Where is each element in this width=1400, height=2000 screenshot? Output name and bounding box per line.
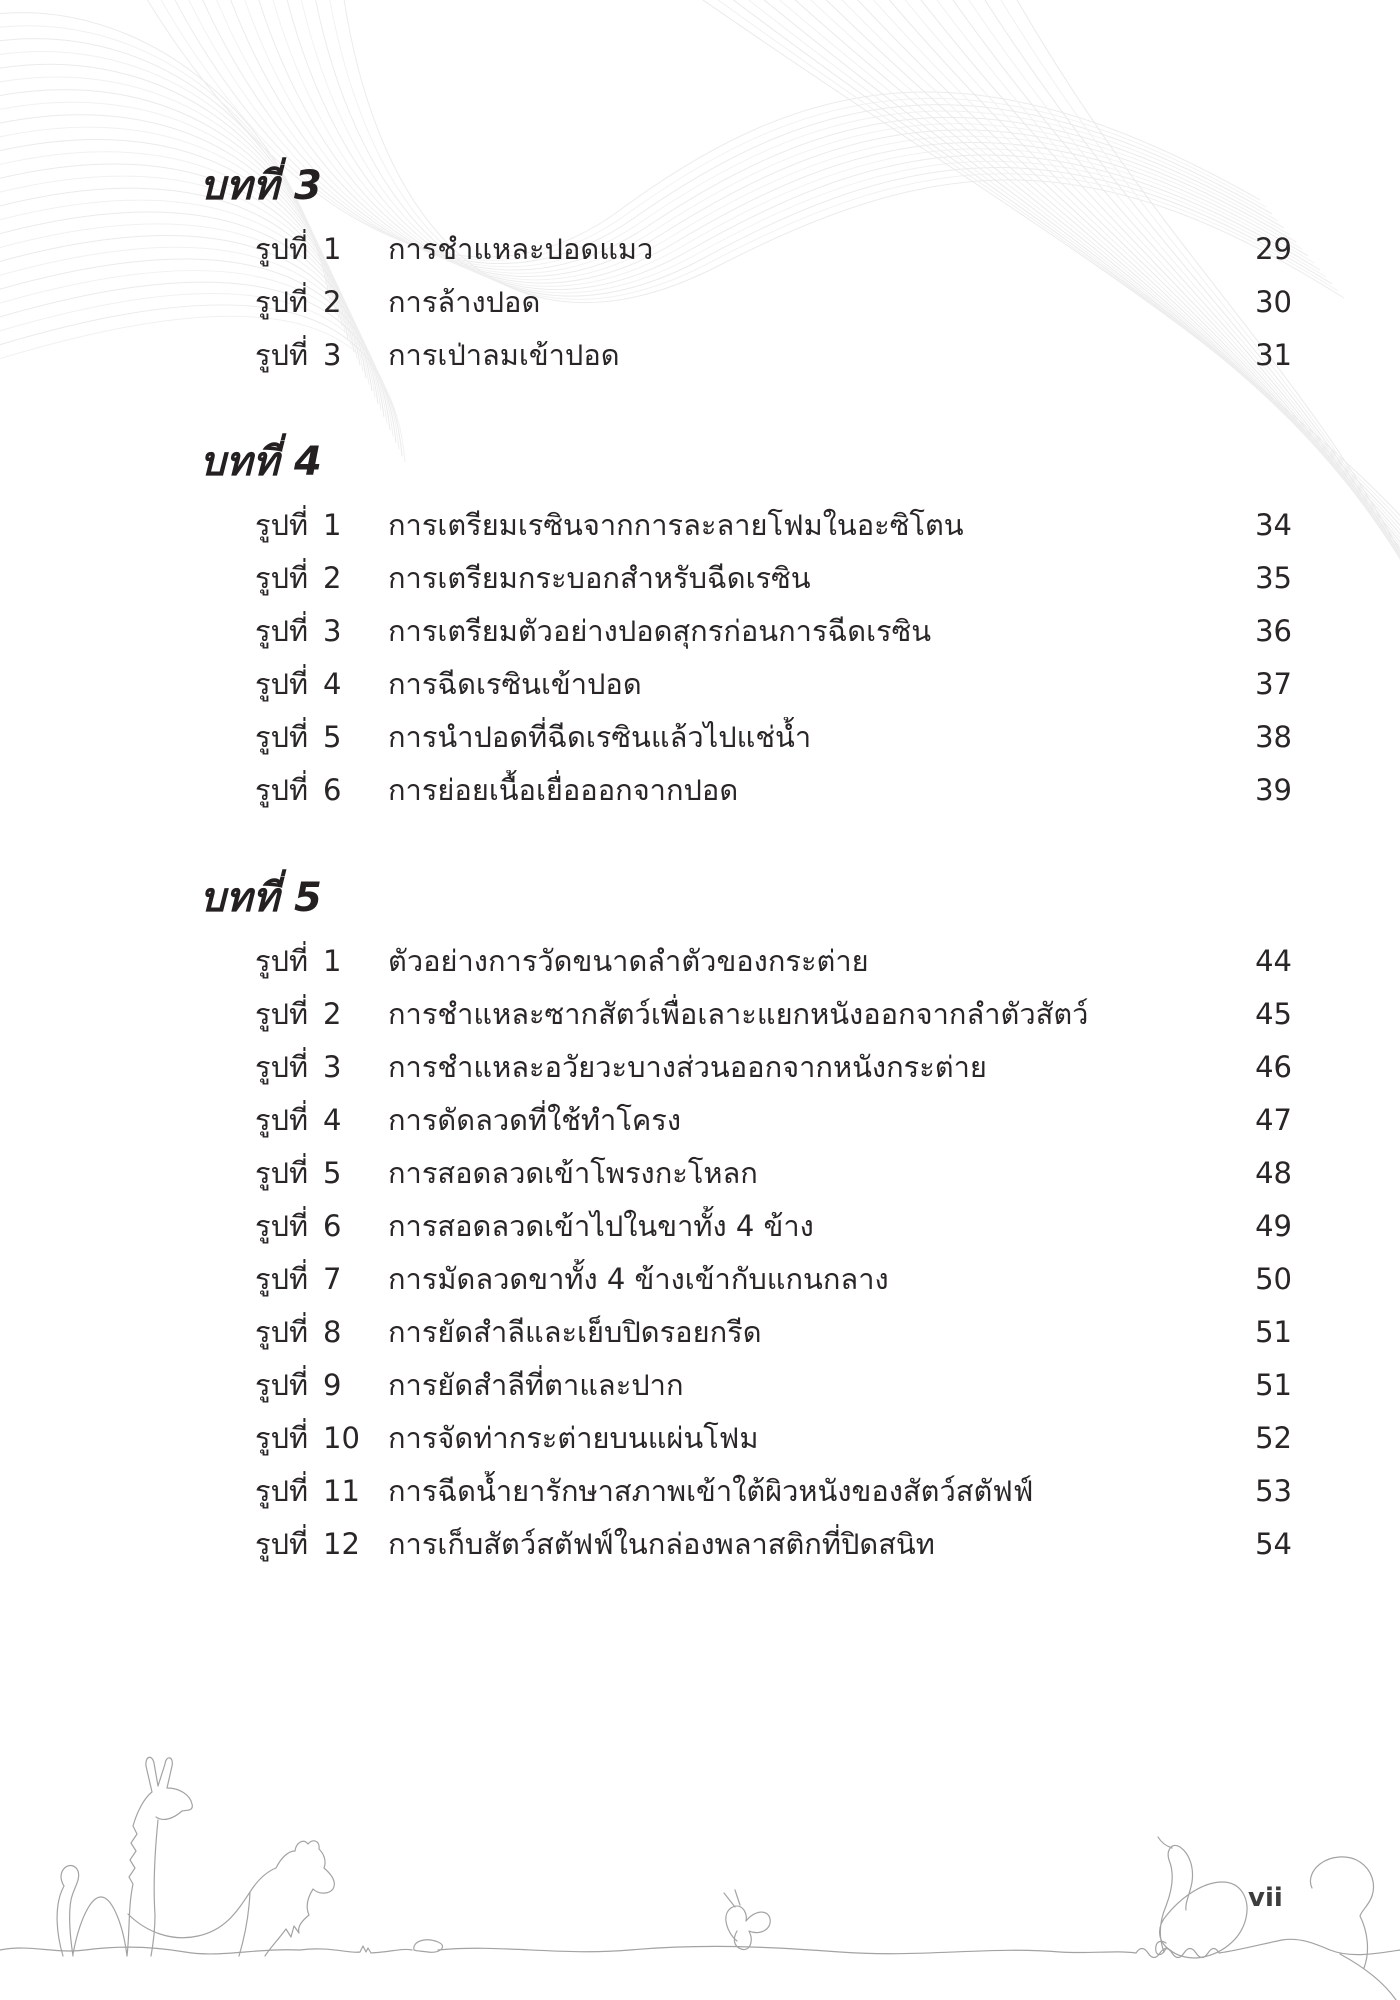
page-number: 29 bbox=[1255, 231, 1292, 266]
figure-entry-row bbox=[255, 1093, 1292, 1146]
figure-number: 11 bbox=[323, 1473, 360, 1508]
entry-label: รูปที่ bbox=[255, 666, 309, 701]
figure-title: การฉีดน้ำยารักษาสภาพเข้าใต้ผิวหนังของสัตว์สตัฟฟ์ bbox=[388, 1473, 1034, 1508]
figure-number: 1 bbox=[323, 507, 342, 542]
figure-number: 4 bbox=[323, 1102, 342, 1137]
penguin-line-art bbox=[1310, 1857, 1373, 1968]
figure-title: การล้างปอด bbox=[388, 284, 541, 319]
figure-number: 10 bbox=[323, 1420, 360, 1455]
figure-entry-row bbox=[255, 498, 1292, 551]
entry-label: รูปที่ bbox=[255, 943, 309, 978]
figure-entry-row bbox=[255, 604, 1292, 657]
figure-number: 7 bbox=[323, 1261, 342, 1296]
entry-label: รูปที่ bbox=[255, 996, 309, 1031]
swan-line-art bbox=[1156, 1837, 1247, 1958]
entry-label: รูปที่ bbox=[255, 1102, 309, 1137]
figure-entry-row bbox=[255, 934, 1292, 987]
figure-number: 2 bbox=[323, 996, 342, 1031]
entry-label: รูปที่ bbox=[255, 613, 309, 648]
figure-entry-row bbox=[255, 1146, 1292, 1199]
chapter-heading: บทที่ 4 bbox=[200, 439, 323, 485]
page-number: 45 bbox=[1255, 996, 1292, 1031]
figure-number: 2 bbox=[323, 560, 342, 595]
figure-title: การยัดสำลีที่ตาและปาก bbox=[388, 1367, 684, 1402]
figure-number: 3 bbox=[323, 1049, 342, 1084]
page-folio: vii bbox=[1248, 1883, 1283, 1913]
entry-label: รูปที่ bbox=[255, 1049, 309, 1084]
figure-title: การชำแหละอวัยวะบางส่วนออกจากหนังกระต่าย bbox=[388, 1049, 987, 1084]
page-number: 51 bbox=[1255, 1314, 1292, 1349]
figure-list bbox=[255, 222, 1292, 381]
figure-number: 5 bbox=[323, 1155, 342, 1190]
figure-title: การเตรียมตัวอย่างปอดสุกรก่อนการฉีดเรซิน bbox=[388, 613, 932, 648]
page-number: 39 bbox=[1255, 772, 1292, 807]
figure-number: 5 bbox=[323, 719, 342, 754]
figure-number: 12 bbox=[323, 1526, 360, 1561]
figure-number: 1 bbox=[323, 943, 342, 978]
entry-label: รูปที่ bbox=[255, 560, 309, 595]
figure-entry-row bbox=[255, 1517, 1292, 1570]
figure-title: การเตรียมกระบอกสำหรับฉีดเรซิน bbox=[388, 560, 811, 595]
entry-label: รูปที่ bbox=[255, 719, 309, 754]
page-number: 31 bbox=[1255, 337, 1292, 372]
figure-list bbox=[255, 934, 1292, 1570]
figure-title: การจัดท่ากระต่ายบนแผ่นโฟม bbox=[388, 1420, 759, 1455]
figure-entry-row bbox=[255, 275, 1292, 328]
figure-number: 4 bbox=[323, 666, 342, 701]
figure-number: 2 bbox=[323, 284, 342, 319]
entry-label: รูปที่ bbox=[255, 1420, 309, 1455]
figure-entry-row bbox=[255, 551, 1292, 604]
figure-title: การยัดสำลีและเย็บปิดรอยกรีด bbox=[388, 1314, 762, 1349]
figure-entry-row bbox=[255, 1305, 1292, 1358]
entry-label: รูปที่ bbox=[255, 1155, 309, 1190]
figure-title: การสอดลวดเข้าไปในขาทั้ง 4 ข้าง bbox=[388, 1208, 814, 1243]
entry-label: รูปที่ bbox=[255, 1261, 309, 1296]
entry-label: รูปที่ bbox=[255, 1473, 309, 1508]
figure-number: 8 bbox=[323, 1314, 342, 1349]
entry-label: รูปที่ bbox=[255, 507, 309, 542]
figure-entry-row bbox=[255, 222, 1292, 275]
figure-title: การนำปอดที่ฉีดเรซินแล้วไปแช่น้ำ bbox=[388, 719, 812, 754]
page-number: 35 bbox=[1255, 560, 1292, 595]
figure-title: การดัดลวดที่ใช้ทำโครง bbox=[388, 1102, 682, 1137]
figure-title: การเก็บสัตว์สตัฟฟ์ในกล่องพลาสติกที่ปิดสนิท bbox=[388, 1526, 935, 1561]
figure-number: 3 bbox=[323, 337, 342, 372]
figure-title: การเป่าลมเข้าปอด bbox=[388, 337, 620, 372]
kangaroo-line-art bbox=[128, 1841, 334, 1956]
figure-entry-row bbox=[255, 1411, 1292, 1464]
page-number: 54 bbox=[1255, 1526, 1292, 1561]
figure-number: 1 bbox=[323, 231, 342, 266]
figure-entry-row bbox=[255, 1358, 1292, 1411]
entry-label: รูปที่ bbox=[255, 1367, 309, 1402]
figure-entry-row bbox=[255, 1199, 1292, 1252]
entry-label: รูปที่ bbox=[255, 284, 309, 319]
figure-entry-row bbox=[255, 710, 1292, 763]
figure-entry-row bbox=[255, 1040, 1292, 1093]
chapter-heading: บทที่ 5 bbox=[200, 875, 323, 921]
page-number: 36 bbox=[1255, 613, 1292, 648]
figure-entry-row bbox=[255, 987, 1292, 1040]
page-number: 46 bbox=[1255, 1049, 1292, 1084]
entry-label: รูปที่ bbox=[255, 231, 309, 266]
figure-number: 6 bbox=[323, 1208, 342, 1243]
figure-entry-row bbox=[255, 1252, 1292, 1305]
figure-entry-row bbox=[255, 657, 1292, 710]
figure-title: การชำแหละปอดแมว bbox=[388, 231, 654, 266]
page-number: 53 bbox=[1255, 1473, 1292, 1508]
figure-title: การย่อยเนื้อเยื่อออกจากปอด bbox=[388, 772, 739, 807]
bottom-animal-line-art bbox=[0, 1700, 1400, 2000]
page-number: 49 bbox=[1255, 1208, 1292, 1243]
entry-label: รูปที่ bbox=[255, 1526, 309, 1561]
page-number: 30 bbox=[1255, 284, 1292, 319]
page-number: 44 bbox=[1255, 943, 1292, 978]
figure-title: ตัวอย่างการวัดขนาดลำตัวของกระต่าย bbox=[388, 943, 869, 978]
figure-title: การสอดลวดเข้าโพรงกะโหลก bbox=[388, 1155, 758, 1190]
figure-number: 9 bbox=[323, 1367, 342, 1402]
page-number: 51 bbox=[1255, 1367, 1292, 1402]
figure-entry-row bbox=[255, 763, 1292, 816]
page-number: 48 bbox=[1255, 1155, 1292, 1190]
page-number: 38 bbox=[1255, 719, 1292, 754]
entry-label: รูปที่ bbox=[255, 772, 309, 807]
page-number: 52 bbox=[1255, 1420, 1292, 1455]
figure-number: 3 bbox=[323, 613, 342, 648]
page-number: 47 bbox=[1255, 1102, 1292, 1137]
entry-label: รูปที่ bbox=[255, 337, 309, 372]
figure-title: การชำแหละซากสัตว์เพื่อเลาะแยกหนังออกจากลำตัวสัตว์ bbox=[388, 996, 1089, 1031]
figure-number: 6 bbox=[323, 772, 342, 807]
entry-label: รูปที่ bbox=[255, 1208, 309, 1243]
figure-title: การเตรียมเรซินจากการละลายโฟมในอะซิโตน bbox=[388, 507, 964, 542]
figure-entry-row bbox=[255, 328, 1292, 381]
figure-title: การมัดลวดขาทั้ง 4 ข้างเข้ากับแกนกลาง bbox=[388, 1261, 889, 1296]
llama-line-art bbox=[57, 1757, 192, 1956]
butterfly-line-art bbox=[724, 1890, 770, 1950]
figure-title: การฉีดเรซินเข้าปอด bbox=[388, 666, 642, 701]
figure-list bbox=[255, 498, 1292, 816]
page-number: 50 bbox=[1255, 1261, 1292, 1296]
figure-entry-row bbox=[255, 1464, 1292, 1517]
entry-label: รูปที่ bbox=[255, 1314, 309, 1349]
page-number: 34 bbox=[1255, 507, 1292, 542]
ground-line-art bbox=[0, 1939, 1400, 2000]
page-number: 37 bbox=[1255, 666, 1292, 701]
chapter-heading: บทที่ 3 bbox=[200, 163, 323, 209]
